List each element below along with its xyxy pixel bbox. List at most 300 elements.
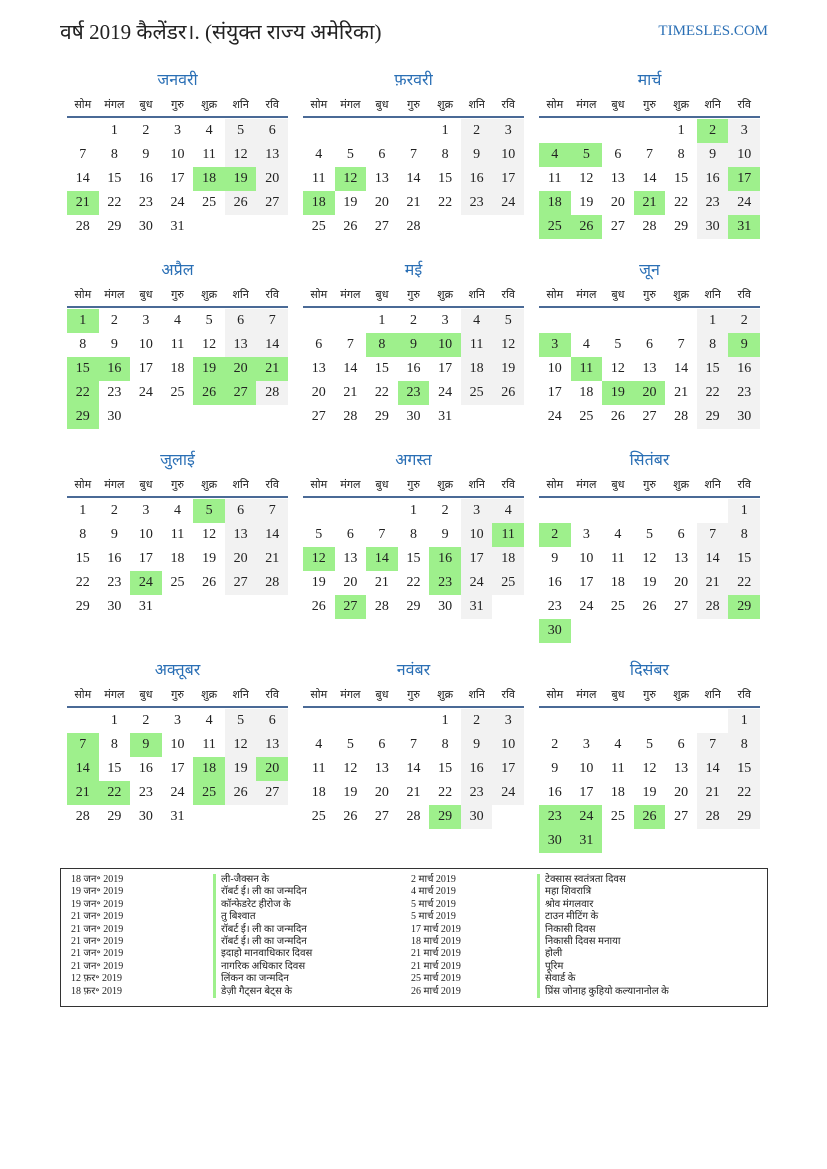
holiday-day-cell[interactable]: 31 bbox=[728, 215, 760, 239]
day-cell[interactable]: 10 bbox=[138, 527, 153, 542]
day-cell[interactable]: 28 bbox=[642, 219, 657, 234]
day-cell[interactable]: 14 bbox=[697, 547, 729, 571]
holiday-day-cell[interactable]: 25 bbox=[539, 215, 571, 239]
day-cell[interactable]: 4 bbox=[205, 713, 213, 728]
day-cell[interactable]: 25 bbox=[610, 809, 625, 824]
day-cell[interactable]: 13 bbox=[256, 733, 288, 757]
holiday-day-cell[interactable]: 26 bbox=[193, 381, 225, 405]
day-cell[interactable]: 8 bbox=[110, 737, 118, 752]
day-cell[interactable]: 8 bbox=[409, 527, 417, 542]
day-cell[interactable]: 11 bbox=[202, 737, 216, 752]
day-cell[interactable]: 10 bbox=[579, 761, 594, 776]
day-cell[interactable]: 8 bbox=[79, 337, 87, 352]
day-cell[interactable]: 4 bbox=[582, 337, 590, 352]
day-cell[interactable]: 15 bbox=[728, 757, 760, 781]
day-cell[interactable]: 17 bbox=[138, 551, 153, 566]
day-cell[interactable]: 6 bbox=[256, 119, 288, 143]
day-cell[interactable]: 2 bbox=[551, 737, 559, 752]
holiday-day-cell[interactable]: 27 bbox=[225, 381, 257, 405]
site-link[interactable]: TIMESLES.COM bbox=[658, 23, 768, 39]
day-cell[interactable]: 28 bbox=[674, 409, 689, 424]
day-cell[interactable]: 24 bbox=[138, 385, 153, 400]
day-cell[interactable]: 15 bbox=[438, 171, 453, 186]
day-cell[interactable]: 17 bbox=[138, 361, 153, 376]
day-cell[interactable]: 13 bbox=[343, 551, 358, 566]
day-cell[interactable]: 25 bbox=[461, 381, 493, 405]
day-cell[interactable]: 8 bbox=[728, 733, 760, 757]
day-cell[interactable]: 29 bbox=[75, 599, 90, 614]
day-cell[interactable]: 22 bbox=[728, 781, 760, 805]
day-cell[interactable]: 21 bbox=[256, 547, 288, 571]
holiday-day-cell[interactable]: 2 bbox=[697, 119, 729, 143]
day-cell[interactable]: 25 bbox=[311, 809, 326, 824]
day-cell[interactable]: 3 bbox=[142, 313, 150, 328]
day-cell[interactable]: 31 bbox=[138, 599, 153, 614]
day-cell[interactable]: 18 bbox=[170, 551, 185, 566]
holiday-day-cell[interactable]: 24 bbox=[571, 805, 603, 829]
day-cell[interactable]: 10 bbox=[579, 551, 594, 566]
day-cell[interactable]: 5 bbox=[614, 337, 622, 352]
day-cell[interactable]: 18 bbox=[311, 785, 326, 800]
day-cell[interactable]: 23 bbox=[138, 785, 153, 800]
day-cell[interactable]: 16 bbox=[728, 357, 760, 381]
day-cell[interactable]: 7 bbox=[346, 337, 354, 352]
holiday-day-cell[interactable]: 16 bbox=[99, 357, 131, 381]
day-cell[interactable]: 10 bbox=[492, 733, 524, 757]
day-cell[interactable]: 9 bbox=[461, 733, 493, 757]
day-cell[interactable]: 5 bbox=[225, 119, 257, 143]
day-cell[interactable]: 3 bbox=[173, 123, 181, 138]
day-cell[interactable]: 9 bbox=[551, 761, 559, 776]
day-cell[interactable]: 27 bbox=[256, 191, 288, 215]
day-cell[interactable]: 8 bbox=[677, 147, 685, 162]
day-cell[interactable]: 27 bbox=[256, 781, 288, 805]
day-cell[interactable]: 15 bbox=[107, 761, 122, 776]
day-cell[interactable]: 21 bbox=[674, 385, 689, 400]
holiday-day-cell[interactable]: 19 bbox=[225, 167, 257, 191]
day-cell[interactable]: 23 bbox=[107, 575, 122, 590]
day-cell[interactable]: 25 bbox=[579, 409, 594, 424]
day-cell[interactable]: 4 bbox=[173, 503, 181, 518]
day-cell[interactable]: 1 bbox=[441, 123, 449, 138]
day-cell[interactable]: 9 bbox=[461, 143, 493, 167]
day-cell[interactable]: 31 bbox=[438, 409, 453, 424]
holiday-day-cell[interactable]: 29 bbox=[67, 405, 99, 429]
day-cell[interactable]: 26 bbox=[610, 409, 625, 424]
day-cell[interactable]: 28 bbox=[406, 219, 421, 234]
day-cell[interactable]: 29 bbox=[728, 805, 760, 829]
day-cell[interactable]: 6 bbox=[225, 309, 257, 333]
day-cell[interactable]: 10 bbox=[461, 523, 493, 547]
day-cell[interactable]: 14 bbox=[406, 761, 421, 776]
day-cell[interactable]: 8 bbox=[697, 333, 729, 357]
day-cell[interactable]: 26 bbox=[311, 599, 326, 614]
day-cell[interactable]: 26 bbox=[492, 381, 524, 405]
day-cell[interactable]: 1 bbox=[728, 499, 760, 523]
day-cell[interactable]: 16 bbox=[461, 757, 493, 781]
day-cell[interactable]: 26 bbox=[343, 809, 358, 824]
day-cell[interactable]: 10 bbox=[728, 143, 760, 167]
day-cell[interactable]: 25 bbox=[311, 219, 326, 234]
day-cell[interactable]: 18 bbox=[461, 357, 493, 381]
day-cell[interactable]: 19 bbox=[492, 357, 524, 381]
day-cell[interactable]: 19 bbox=[225, 757, 257, 781]
day-cell[interactable]: 28 bbox=[697, 595, 729, 619]
holiday-day-cell[interactable]: 9 bbox=[398, 333, 430, 357]
day-cell[interactable]: 22 bbox=[438, 785, 453, 800]
day-cell[interactable]: 26 bbox=[642, 599, 657, 614]
day-cell[interactable]: 3 bbox=[441, 313, 449, 328]
day-cell[interactable]: 12 bbox=[492, 333, 524, 357]
day-cell[interactable]: 11 bbox=[202, 147, 216, 162]
day-cell[interactable]: 31 bbox=[170, 809, 185, 824]
day-cell[interactable]: 16 bbox=[138, 761, 153, 776]
day-cell[interactable]: 31 bbox=[461, 595, 493, 619]
day-cell[interactable]: 13 bbox=[225, 333, 257, 357]
holiday-day-cell[interactable]: 19 bbox=[602, 381, 634, 405]
day-cell[interactable]: 21 bbox=[697, 781, 729, 805]
day-cell[interactable]: 15 bbox=[697, 357, 729, 381]
day-cell[interactable]: 6 bbox=[256, 709, 288, 733]
day-cell[interactable]: 17 bbox=[170, 761, 185, 776]
holiday-day-cell[interactable]: 14 bbox=[67, 757, 99, 781]
holiday-day-cell[interactable]: 4 bbox=[539, 143, 571, 167]
day-cell[interactable]: 16 bbox=[697, 167, 729, 191]
day-cell[interactable]: 24 bbox=[438, 385, 453, 400]
day-cell[interactable]: 9 bbox=[110, 527, 118, 542]
day-cell[interactable]: 6 bbox=[225, 499, 257, 523]
day-cell[interactable]: 5 bbox=[346, 737, 354, 752]
day-cell[interactable]: 8 bbox=[441, 147, 449, 162]
day-cell[interactable]: 5 bbox=[346, 147, 354, 162]
holiday-day-cell[interactable]: 9 bbox=[130, 733, 162, 757]
day-cell[interactable]: 16 bbox=[461, 167, 493, 191]
day-cell[interactable]: 22 bbox=[728, 571, 760, 595]
day-cell[interactable]: 4 bbox=[205, 123, 213, 138]
day-cell[interactable]: 25 bbox=[170, 385, 185, 400]
day-cell[interactable]: 1 bbox=[728, 709, 760, 733]
day-cell[interactable]: 8 bbox=[79, 527, 87, 542]
holiday-day-cell[interactable]: 19 bbox=[193, 357, 225, 381]
day-cell[interactable]: 28 bbox=[256, 381, 288, 405]
day-cell[interactable]: 17 bbox=[579, 785, 594, 800]
day-cell[interactable]: 3 bbox=[582, 527, 590, 542]
day-cell[interactable]: 3 bbox=[728, 119, 760, 143]
day-cell[interactable]: 5 bbox=[205, 313, 213, 328]
day-cell[interactable]: 21 bbox=[697, 571, 729, 595]
day-cell[interactable]: 25 bbox=[492, 571, 524, 595]
day-cell[interactable]: 3 bbox=[142, 503, 150, 518]
holiday-day-cell[interactable]: 30 bbox=[539, 829, 571, 853]
day-cell[interactable]: 1 bbox=[110, 123, 118, 138]
day-cell[interactable]: 27 bbox=[374, 809, 389, 824]
day-cell[interactable]: 27 bbox=[674, 809, 689, 824]
day-cell[interactable]: 28 bbox=[75, 219, 90, 234]
day-cell[interactable]: 17 bbox=[492, 167, 524, 191]
holiday-day-cell[interactable]: 27 bbox=[335, 595, 367, 619]
day-cell[interactable]: 1 bbox=[677, 123, 685, 138]
day-cell[interactable]: 7 bbox=[645, 147, 653, 162]
day-cell[interactable]: 4 bbox=[315, 147, 323, 162]
day-cell[interactable]: 24 bbox=[461, 571, 493, 595]
day-cell[interactable]: 10 bbox=[170, 737, 185, 752]
day-cell[interactable]: 14 bbox=[343, 361, 358, 376]
day-cell[interactable]: 12 bbox=[202, 337, 217, 352]
holiday-day-cell[interactable]: 29 bbox=[429, 805, 461, 829]
day-cell[interactable]: 2 bbox=[461, 119, 493, 143]
day-cell[interactable]: 17 bbox=[579, 575, 594, 590]
holiday-day-cell[interactable]: 7 bbox=[67, 733, 99, 757]
day-cell[interactable]: 16 bbox=[138, 171, 153, 186]
day-cell[interactable]: 24 bbox=[579, 599, 594, 614]
day-cell[interactable]: 12 bbox=[225, 733, 257, 757]
day-cell[interactable]: 9 bbox=[441, 527, 449, 542]
day-cell[interactable]: 30 bbox=[107, 409, 122, 424]
day-cell[interactable]: 20 bbox=[674, 785, 689, 800]
day-cell[interactable]: 13 bbox=[674, 761, 689, 776]
day-cell[interactable]: 15 bbox=[674, 171, 689, 186]
holiday-day-cell[interactable]: 17 bbox=[728, 167, 760, 191]
day-cell[interactable]: 9 bbox=[551, 551, 559, 566]
day-cell[interactable]: 25 bbox=[170, 575, 185, 590]
day-cell[interactable]: 7 bbox=[256, 309, 288, 333]
day-cell[interactable]: 1 bbox=[110, 713, 118, 728]
day-cell[interactable]: 2 bbox=[728, 309, 760, 333]
holiday-day-cell[interactable]: 26 bbox=[634, 805, 666, 829]
day-cell[interactable]: 25 bbox=[610, 599, 625, 614]
day-cell[interactable]: 7 bbox=[677, 337, 685, 352]
day-cell[interactable]: 26 bbox=[202, 575, 217, 590]
day-cell[interactable]: 12 bbox=[642, 761, 657, 776]
day-cell[interactable]: 1 bbox=[378, 313, 386, 328]
holiday-day-cell[interactable]: 23 bbox=[539, 805, 571, 829]
day-cell[interactable]: 12 bbox=[642, 551, 657, 566]
day-cell[interactable]: 11 bbox=[611, 761, 625, 776]
holiday-day-cell[interactable]: 23 bbox=[398, 381, 430, 405]
day-cell[interactable]: 31 bbox=[170, 219, 185, 234]
day-cell[interactable]: 25 bbox=[202, 195, 217, 210]
day-cell[interactable]: 2 bbox=[409, 313, 417, 328]
holiday-day-cell[interactable]: 22 bbox=[99, 781, 131, 805]
day-cell[interactable]: 11 bbox=[548, 171, 562, 186]
day-cell[interactable]: 30 bbox=[438, 599, 453, 614]
day-cell[interactable]: 6 bbox=[645, 337, 653, 352]
holiday-day-cell[interactable]: 11 bbox=[571, 357, 603, 381]
day-cell[interactable]: 20 bbox=[610, 195, 625, 210]
day-cell[interactable]: 23 bbox=[697, 191, 729, 215]
day-cell[interactable]: 13 bbox=[225, 523, 257, 547]
day-cell[interactable]: 5 bbox=[315, 527, 323, 542]
holiday-day-cell[interactable]: 22 bbox=[67, 381, 99, 405]
day-cell[interactable]: 14 bbox=[406, 171, 421, 186]
day-cell[interactable]: 19 bbox=[202, 551, 217, 566]
day-cell[interactable]: 12 bbox=[579, 171, 594, 186]
day-cell[interactable]: 27 bbox=[610, 219, 625, 234]
holiday-day-cell[interactable]: 9 bbox=[728, 333, 760, 357]
day-cell[interactable]: 27 bbox=[311, 409, 326, 424]
holiday-day-cell[interactable]: 18 bbox=[539, 191, 571, 215]
day-cell[interactable]: 28 bbox=[406, 809, 421, 824]
day-cell[interactable]: 13 bbox=[311, 361, 326, 376]
holiday-day-cell[interactable]: 21 bbox=[67, 191, 99, 215]
day-cell[interactable]: 5 bbox=[645, 527, 653, 542]
day-cell[interactable]: 23 bbox=[461, 781, 493, 805]
day-cell[interactable]: 15 bbox=[438, 761, 453, 776]
day-cell[interactable]: 13 bbox=[642, 361, 657, 376]
day-cell[interactable]: 17 bbox=[438, 361, 453, 376]
day-cell[interactable]: 14 bbox=[75, 171, 90, 186]
day-cell[interactable]: 22 bbox=[75, 575, 90, 590]
day-cell[interactable]: 12 bbox=[225, 143, 257, 167]
day-cell[interactable]: 24 bbox=[170, 195, 185, 210]
holiday-day-cell[interactable]: 18 bbox=[303, 191, 335, 215]
day-cell[interactable]: 15 bbox=[406, 551, 421, 566]
day-cell[interactable]: 11 bbox=[312, 761, 326, 776]
day-cell[interactable]: 6 bbox=[677, 737, 685, 752]
day-cell[interactable]: 10 bbox=[170, 147, 185, 162]
day-cell[interactable]: 19 bbox=[642, 575, 657, 590]
day-cell[interactable]: 14 bbox=[674, 361, 689, 376]
day-cell[interactable]: 18 bbox=[492, 547, 524, 571]
holiday-day-cell[interactable]: 21 bbox=[256, 357, 288, 381]
day-cell[interactable]: 20 bbox=[225, 547, 257, 571]
day-cell[interactable]: 20 bbox=[374, 785, 389, 800]
holiday-day-cell[interactable]: 24 bbox=[130, 571, 162, 595]
day-cell[interactable]: 9 bbox=[110, 337, 118, 352]
day-cell[interactable]: 23 bbox=[107, 385, 122, 400]
day-cell[interactable]: 13 bbox=[256, 143, 288, 167]
holiday-day-cell[interactable]: 31 bbox=[571, 829, 603, 853]
day-cell[interactable]: 30 bbox=[138, 219, 153, 234]
day-cell[interactable]: 2 bbox=[110, 503, 118, 518]
day-cell[interactable]: 18 bbox=[170, 361, 185, 376]
day-cell[interactable]: 3 bbox=[173, 713, 181, 728]
day-cell[interactable]: 11 bbox=[170, 527, 185, 542]
day-cell[interactable]: 7 bbox=[409, 147, 417, 162]
day-cell[interactable]: 4 bbox=[461, 309, 493, 333]
day-cell[interactable]: 20 bbox=[311, 385, 326, 400]
day-cell[interactable]: 11 bbox=[170, 337, 185, 352]
day-cell[interactable]: 10 bbox=[492, 143, 524, 167]
day-cell[interactable]: 6 bbox=[614, 147, 622, 162]
day-cell[interactable]: 19 bbox=[311, 575, 326, 590]
day-cell[interactable]: 13 bbox=[674, 551, 689, 566]
holiday-day-cell[interactable]: 2 bbox=[539, 523, 571, 547]
day-cell[interactable]: 27 bbox=[374, 219, 389, 234]
day-cell[interactable]: 21 bbox=[374, 575, 389, 590]
day-cell[interactable]: 29 bbox=[674, 219, 689, 234]
day-cell[interactable]: 16 bbox=[547, 575, 562, 590]
holiday-day-cell[interactable]: 18 bbox=[193, 167, 225, 191]
day-cell[interactable]: 20 bbox=[256, 167, 288, 191]
day-cell[interactable]: 4 bbox=[614, 527, 622, 542]
holiday-day-cell[interactable]: 20 bbox=[634, 381, 666, 405]
day-cell[interactable]: 19 bbox=[642, 785, 657, 800]
holiday-day-cell[interactable]: 14 bbox=[366, 547, 398, 571]
day-cell[interactable]: 6 bbox=[315, 337, 323, 352]
day-cell[interactable]: 21 bbox=[343, 385, 358, 400]
day-cell[interactable]: 3 bbox=[492, 709, 524, 733]
holiday-day-cell[interactable]: 30 bbox=[539, 619, 571, 643]
day-cell[interactable]: 27 bbox=[642, 409, 657, 424]
day-cell[interactable]: 30 bbox=[107, 599, 122, 614]
day-cell[interactable]: 7 bbox=[79, 147, 87, 162]
day-cell[interactable]: 11 bbox=[611, 551, 625, 566]
day-cell[interactable]: 18 bbox=[610, 575, 625, 590]
holiday-day-cell[interactable]: 20 bbox=[225, 357, 257, 381]
holiday-day-cell[interactable]: 16 bbox=[429, 547, 461, 571]
day-cell[interactable]: 14 bbox=[697, 757, 729, 781]
day-cell[interactable]: 28 bbox=[75, 809, 90, 824]
day-cell[interactable]: 2 bbox=[441, 503, 449, 518]
day-cell[interactable]: 15 bbox=[107, 171, 122, 186]
day-cell[interactable]: 4 bbox=[492, 499, 524, 523]
day-cell[interactable]: 15 bbox=[374, 361, 389, 376]
day-cell[interactable]: 22 bbox=[374, 385, 389, 400]
day-cell[interactable]: 28 bbox=[343, 409, 358, 424]
day-cell[interactable]: 26 bbox=[343, 219, 358, 234]
holiday-day-cell[interactable]: 23 bbox=[429, 571, 461, 595]
day-cell[interactable]: 18 bbox=[579, 385, 594, 400]
day-cell[interactable]: 8 bbox=[728, 523, 760, 547]
day-cell[interactable]: 19 bbox=[343, 785, 358, 800]
day-cell[interactable]: 4 bbox=[173, 313, 181, 328]
holiday-day-cell[interactable]: 8 bbox=[366, 333, 398, 357]
day-cell[interactable]: 30 bbox=[138, 809, 153, 824]
day-cell[interactable]: 2 bbox=[110, 313, 118, 328]
day-cell[interactable]: 29 bbox=[697, 405, 729, 429]
holiday-day-cell[interactable]: 21 bbox=[634, 191, 666, 215]
holiday-day-cell[interactable]: 5 bbox=[193, 499, 225, 523]
day-cell[interactable]: 10 bbox=[138, 337, 153, 352]
day-cell[interactable]: 26 bbox=[225, 191, 257, 215]
day-cell[interactable]: 18 bbox=[610, 785, 625, 800]
day-cell[interactable]: 30 bbox=[461, 805, 493, 829]
day-cell[interactable]: 15 bbox=[728, 547, 760, 571]
day-cell[interactable]: 16 bbox=[107, 551, 122, 566]
day-cell[interactable]: 22 bbox=[406, 575, 421, 590]
day-cell[interactable]: 21 bbox=[406, 195, 421, 210]
day-cell[interactable]: 9 bbox=[697, 143, 729, 167]
day-cell[interactable]: 29 bbox=[406, 599, 421, 614]
day-cell[interactable]: 4 bbox=[614, 737, 622, 752]
day-cell[interactable]: 27 bbox=[674, 599, 689, 614]
day-cell[interactable]: 23 bbox=[138, 195, 153, 210]
day-cell[interactable]: 22 bbox=[438, 195, 453, 210]
day-cell[interactable]: 27 bbox=[225, 571, 257, 595]
day-cell[interactable]: 30 bbox=[697, 215, 729, 239]
day-cell[interactable]: 14 bbox=[642, 171, 657, 186]
holiday-day-cell[interactable]: 18 bbox=[193, 757, 225, 781]
day-cell[interactable]: 8 bbox=[441, 737, 449, 752]
holiday-day-cell[interactable]: 1 bbox=[67, 309, 99, 333]
day-cell[interactable]: 28 bbox=[374, 599, 389, 614]
holiday-day-cell[interactable]: 26 bbox=[571, 215, 603, 239]
day-cell[interactable]: 30 bbox=[728, 405, 760, 429]
day-cell[interactable]: 17 bbox=[170, 171, 185, 186]
day-cell[interactable]: 7 bbox=[409, 737, 417, 752]
day-cell[interactable]: 1 bbox=[409, 503, 417, 518]
day-cell[interactable]: 16 bbox=[547, 785, 562, 800]
day-cell[interactable]: 30 bbox=[406, 409, 421, 424]
day-cell[interactable]: 11 bbox=[461, 333, 493, 357]
day-cell[interactable]: 17 bbox=[492, 757, 524, 781]
day-cell[interactable]: 6 bbox=[346, 527, 354, 542]
day-cell[interactable]: 24 bbox=[170, 785, 185, 800]
day-cell[interactable]: 3 bbox=[492, 119, 524, 143]
day-cell[interactable]: 12 bbox=[343, 761, 358, 776]
holiday-day-cell[interactable]: 20 bbox=[256, 757, 288, 781]
